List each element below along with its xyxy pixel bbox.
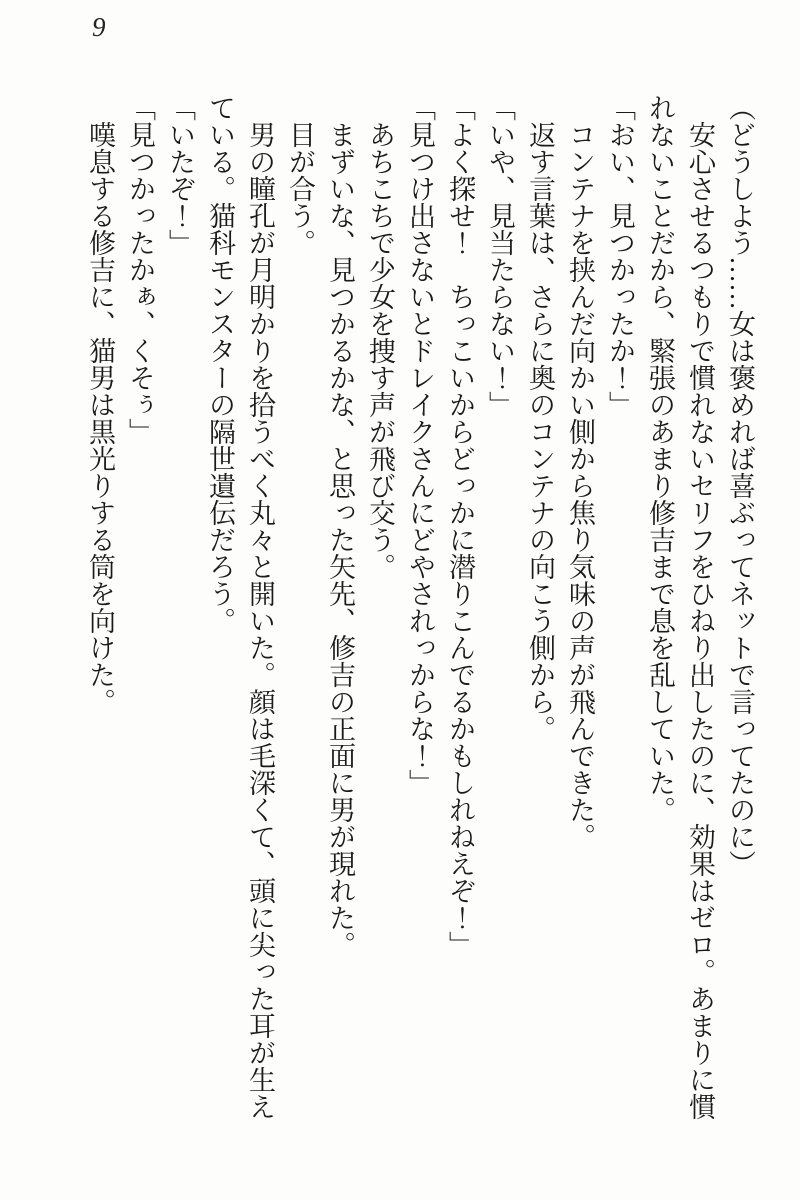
page-number: 9 <box>92 12 106 42</box>
text-line: 嘆息する修吉に、猫男は黒光りする筒を向けた。 <box>85 94 115 715</box>
text-line: あちこちで少女を捜す声が飛び交う。 <box>365 94 395 580</box>
text-line: 目が合う。 <box>285 94 315 256</box>
text-line: （どうしよう……女は褒めれば喜ぶってネットで言ってたのに） <box>725 94 755 877</box>
text-line: ている。猫科モンスターの隔世遺伝だろう。 <box>205 94 235 634</box>
text-line: コンテナを挟んだ向かい側から焦り気味の声が飛んできた。 <box>565 94 595 850</box>
text-line: 「見つけ出さないとドレイクさんにどやされっからな！」 <box>405 94 435 796</box>
text-line: まずいな、見つかるかな、と思った矢先、修吉の正面に男が現れた。 <box>325 94 355 958</box>
text-line: 返す言葉は、さらに奥のコンテナの向こう側から。 <box>525 94 555 742</box>
text-line: 「見つかったかぁ、くそぅ」 <box>125 94 155 445</box>
text-line: 「いたぞ！」 <box>165 94 195 256</box>
text-line: 安心させるつもりで慣れないセリフをひねり出したのに、効果はゼロ。あまりに慣 <box>685 94 715 1120</box>
text-line: れないことだから、緊張のあまり修吉まで息を乱していた。 <box>645 94 675 823</box>
text-line: 「おい、見つかったか！」 <box>605 94 635 418</box>
text-line: 「よく探せ！ ちっこいからどっかに潜りこんでるかもしれねえぞ！」 <box>445 94 475 958</box>
text-line: 「いや、見当たらない！」 <box>485 94 515 418</box>
text-block <box>80 94 760 1139</box>
text-line: 男の瞳孔が月明かりを拾うべく丸々と開いた。顔は毛深くて、頭に尖った耳が生え <box>245 94 275 1120</box>
